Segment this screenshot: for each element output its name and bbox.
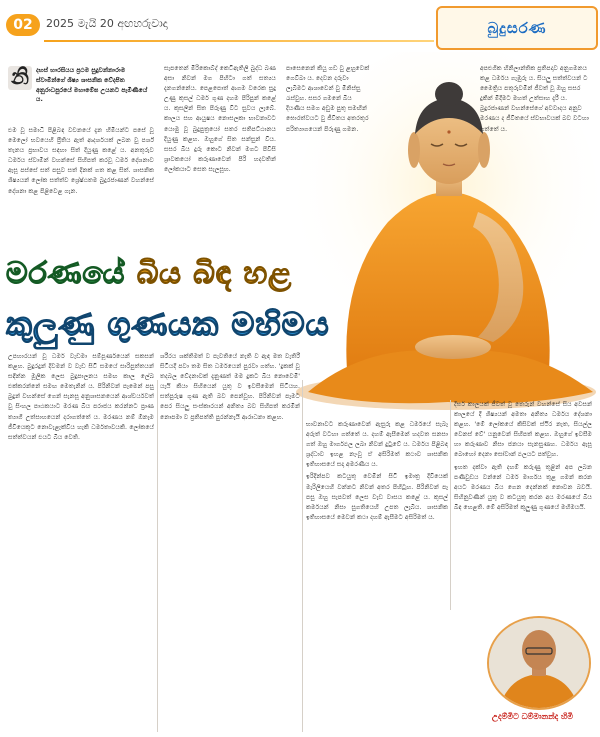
issue-date: 2025 මැයි 20 අඟහරුවාදා — [46, 17, 168, 30]
column-divider — [302, 380, 303, 732]
column-1-top — [8, 126, 154, 250]
drop-cap: නි — [8, 66, 32, 90]
column-2-bottom — [160, 352, 300, 732]
intro-text: දහස් හාරසියය ප්‍රථම සුදුවන්නාරාම ස්වාමීන්ගේ ශිෂ්‍ය ශාසනික වේදපිත අනුරාධපුරයේ මහාමේඝ උයනට පැමිණියේ ය. — [36, 67, 148, 104]
column-4-bottom-text: දීර්ඝ කාලයක් ජීවත් වූ තෙරුන් වහන්සේ සිය අවසන් කාලයේ දී ශිෂ්‍යයන් අමතා අනිත්‍ය ධර්මය දේශනා කළහ. 'මේ ලෝකයේ කිසිවක් ස්ථිර නැත, සියල්ල වෙනස් වේ' යනුවෙන් සිහිපත් කළහ. ඔහුගේ ඉවසීම හා කරුණාව නිසා ජනයා සැනසුණහ. ධර්මය ඇසූ බොහෝ දෙනා සෝවාන් ඵලයට පත්වූහ. — [454, 401, 592, 459]
column-divider — [450, 400, 451, 610]
column-1-bottom — [8, 352, 154, 732]
column-divider — [157, 380, 158, 732]
column-5-top — [480, 64, 592, 398]
column-3-bottom — [306, 420, 448, 732]
author-byline: උදම්මිට ධම්මානන්ද හිමි — [491, 712, 574, 721]
page-header — [0, 0, 600, 56]
column-1-top-text: එම වූ සමාධි පිළිබඳ වචනයේ දැන හිමියන්ට පසේ වූ මෙලෝ භවයෙහි ප්‍රීතිය ඇත් ආදර්ශයක් ලබන වු පර්ශ් තැනය ප්‍රභාවය සඳහා සිත් දියුණු කළේ ය. අනතුරුව ධර්මය ස්වාමීන් වහන්සේ සිහිපත් කරවූ ධර්ම දේශනාව ඇසූ පස්සේ සත් පසුව සත් දිනක් ගත කළ සිත්. ශාසනික ශිෂ්‍යයන් ලෝක සත්ත්ව ශ්‍රේෂ්ඨතම බුදුරජාණන් වහන්සේ දේශනා කළ පිළිවෙළ ගැන. — [8, 127, 154, 195]
author-portrait — [487, 616, 591, 710]
masthead-logo — [436, 6, 598, 50]
column-2-text: සැපතෙන් මිරිකොබ්ද් කෙටිඇතිලි බුද්ධ බණ අසා නිවන් මග පිහිටා ගත් සත්‍යය දැනගන්නේය. පෙළපොත් ආගම වරෙක සුදු උණු කුසල් ධර්ම ගුණ දහම පිරිපුන් කළේ ය. කුසලින් සිත පිරුණු විට සුවය ලැබේ. කාලය සහ ආයුෂය නොසලකා භාවනාවට යොමු වූ බුදුපුත්‍රයෝ සතර සතිපට්ඨානය දියුණු කළහ. ඔහුගේ සිත සන්සුන් විය. සසර බිය දුරු කොට නිවන් මගට පිවිසි ශ්‍රාවකයෝ කරුණාවෙන් පිරි හදවතින් ලෝකයාට සෙත සැලසූහ. — [164, 65, 276, 173]
headline-line-1 — [6, 256, 324, 291]
column-4-text: ඉරිදින්පව කටයුතු වෙමින් සිටි ඉමාත්‍ර දිවියෙක් මැරිලියෙහි වන්නට නිවන් අතර පිහිටූහ. පිරිනිවන් පෑ පසු ඔහු සැපවත් ලෙස වැඩ වාසය කළේ ය. කුසල් කර්මයන් නිසා සුගතියෙහි උපත ලැබීය. ශාසනික ඉතිහාසයේ මෙවන් කථා දහම් ඇසීමට අසිරිමත් ය. — [306, 473, 448, 521]
column-1-bottom-text: උපහාරයන් වූ ධර්ම වැඩමා සම්පූර්ණයෙන් සකසන් කළහ. බුදුරදුන් දිවමන් ව වැඩ සිටි සමයේ සාරිපුත්තයන් සඳින්න මූලික ලෙස බුදුපාලනය සමඟ කාල ලේඛ එක්කරන්නේ සමඟ මෙතැනින් ය. පිරිනිවන් පෑමෙන් පසු බුදුන් වහන්සේ ගෙන් සැනසූ අනුශාසනයෙන් ආශ්චර්යවත් වු සිංහල පාඨකයාට මරණ බිය පරාජය කරන්නට ප්‍රාණ ත්‍යාගී උත්සාහයෙන් දරාගත්තේ ය. මරණය නම් ඕනෑම ජීවියෙකුට නොවැළැක්විය හැකි ධර්මතාවයකි. ලෝකයේ සත්ත්වයන් එයට බිය වෙති. — [8, 353, 154, 441]
column-5-bottom-text: ඉහත දක්වා ඇති දහම් කරුණු තුළින් අප ලබන පණිවුඩය වන්නේ ධර්ම මාර්ගය තුළ ගමන් කරන අයට මරණය බිය ගෙන දෙන්නක් නොවන බවයි. සිහිනුවණින් යුතු ව කටයුතු කරන අය මරණයේ බිය බිඳ හෙළති. මේ අසිරිමත් කුලුණු ගුණයේ මහිමයයි. — [454, 463, 592, 511]
masthead-title: බුදුසරණ — [487, 19, 547, 37]
header-rule — [44, 40, 434, 42]
column-3-text: පාසෙනෙන් කියු ගඩ වු ළහුවෙක් ගෙවිබා ය. දෙවන දරුවා ලැබීමට ආශාවෙන් වු මිනිස්සු රැස්වුහ. සසර ගමනේ බිය දියණිය සමග අඩුම පුතු සමඟින් ඝොරත්වයට වු ජීවිතය අතරතුර පරිත්‍යාගයෙන් පිරුණු ගමන. — [286, 65, 370, 133]
page-number: 02 — [6, 14, 40, 36]
column-3-top — [286, 64, 370, 188]
column-2-top — [164, 64, 276, 250]
headline-part-green: මරණයේ — [6, 256, 137, 291]
headline-part-orange: බිය බිඳ හළ — [136, 256, 292, 291]
column-5-bottom — [454, 400, 592, 606]
headline-line-2: කුලුණු ගුණයක මහිමය — [6, 305, 330, 343]
article-intro — [8, 66, 154, 124]
column-2-bottom-text: ශරීරය ශක්තිමත් ව පැවතියේ නැති ව ඇඳ මත වැතිරී සිටියදී පවා තම සිත ධර්මයෙන් පුරවා ගත්හ. 'දුකක් වූ තදබල වේදනාවක් දැනුණත් මම දුකට බිය නොවෙමි' යැයි කියා සිහියෙන් යුතු ව ඉවසීමෙන් සිටියහ. සත්පුරුෂ ගුණ ඇති බව පෙන්වූහ. පිරිනිවන් පෑමට පෙර සියලු සංස්කාරයන් අනිත්‍ය බව සිහිපත් කරමින් නොපමා ව ප්‍රතිපත්ති පුරන්නැයි ආරාධනා කළහ. — [160, 353, 300, 421]
column-3-bottom-text: භාවනාවට කරුණාවෙන් ඇසුරු කළ ධර්මයේ සැබෑ අරුත් වටහා ගත්තේ ය. දහම් ඇසීමෙන් හදවත සනසා ගත් ඔහු මාර්ගඵල ලබා නිවන් දුටුවේ ය. ධර්මය පිළිබඳ ශ්‍රද්ධාව ඉහළ නැංවූ ඒ අසිරිමත් කථාව ශාසනික ඉතිහාසයේ සදා අමරණීය ය. — [306, 421, 448, 469]
column-5-text: අපළුගික හිනිලාන්තික ප්‍රතිපදාව අනුගමනය කළ ධර්මය ගැඹුරු ය. සියලු සත්ත්වයන් ට මෛත්‍රිය පතුරුවමින් ජීවත් වූ ඔහු සසර දුකින් මිදීමට මහත් උත්සාහ දැරී ය. බුදුරජාණන් වහන්සේගේ අවවාදය අනුව මරණය ද ජීවිතයේ ස්වභාවයක් බව වටහා ගත්තේ ය. — [480, 65, 589, 133]
monk-photo-svg — [489, 618, 589, 708]
